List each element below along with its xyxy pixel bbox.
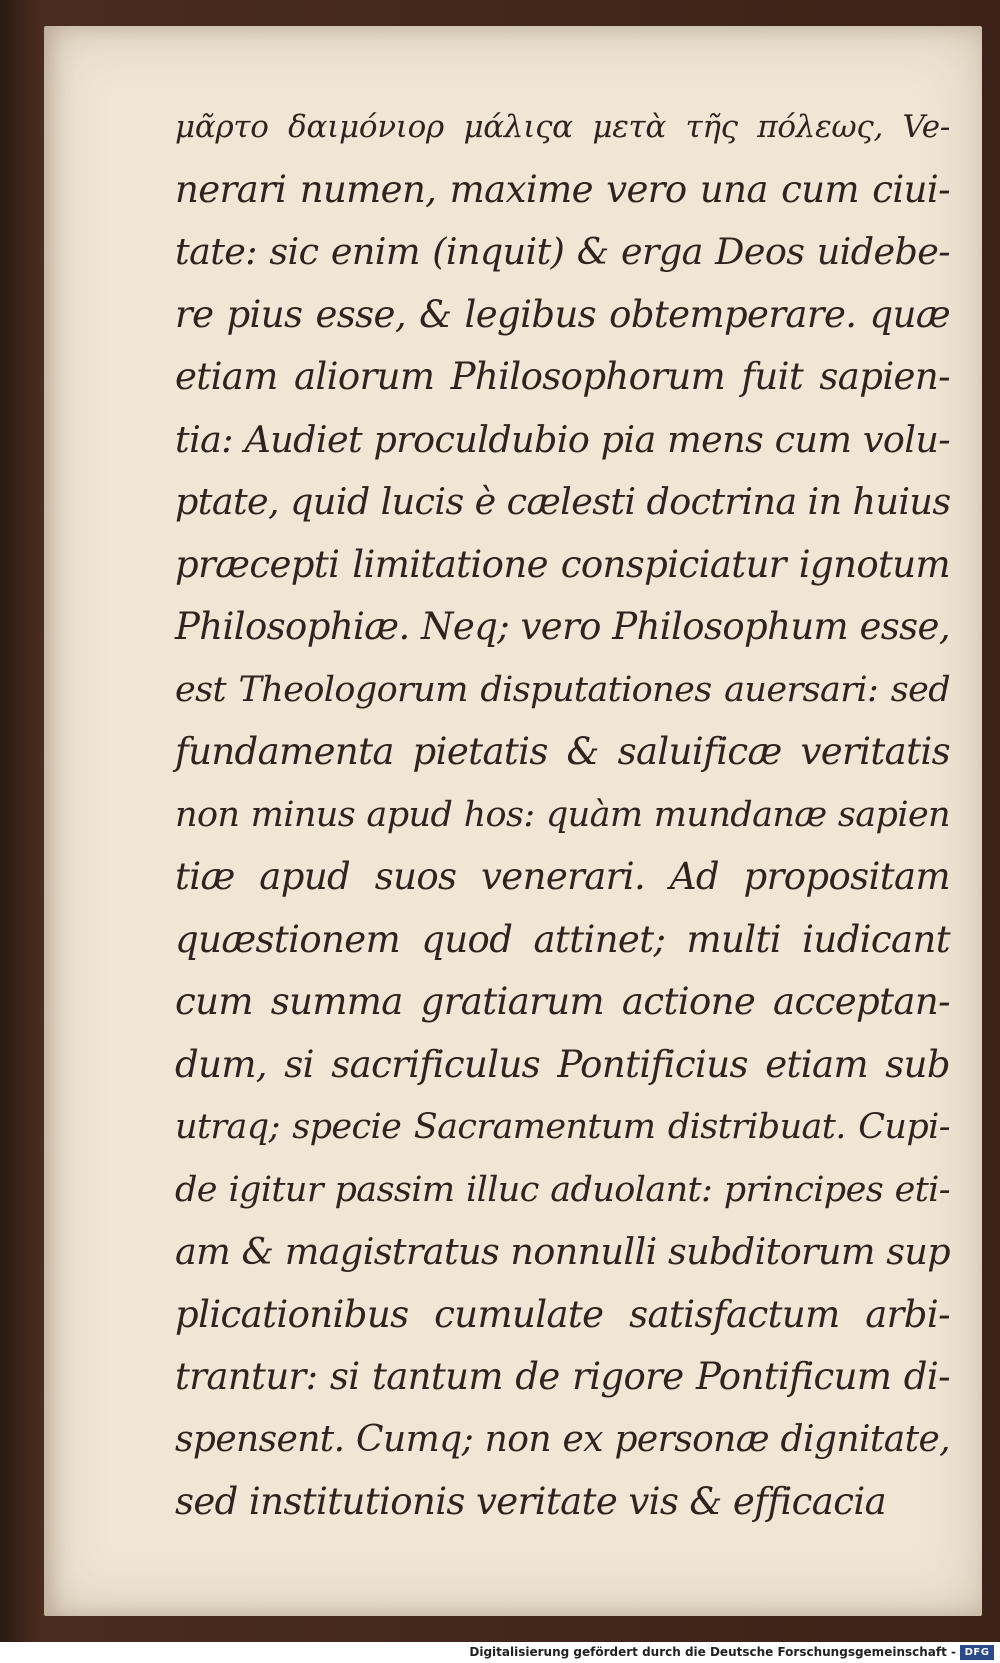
text-line: spensent. Cumq; non ex personæ dignitate, [175,1418,950,1460]
digitization-footer [0,1642,1000,1663]
text-line: μᾶρτο δαιμόνιορ μάλιςα μετὰ τῆς πόλεως, Ve- [175,109,950,145]
text-line: de igitur passim illuc aduolant: principes eti- [175,1169,950,1210]
text-line: am & magistratus nonnulli subditorum sup [175,1230,950,1273]
text-line: utraq; specie Sacramentum distribuat. Cupi- [175,1107,950,1147]
text-line: dum, si sacrificulus Pontificius etiam sub [175,1042,950,1086]
text-line: tia: Audiet proculdubio pia mens cum volu- [175,417,950,461]
text-line: tiæ apud suos venerari. Ad propositam [175,855,950,898]
text-line: trantur: si tantum de rigore Pontificum di- [175,1355,950,1398]
text-line: fundamenta pietatis & saluificæ veritatis [175,730,950,773]
text-line: etiam aliorum Philosophorum fuit sapien- [175,355,950,398]
text-line: re pius esse, & legibus obtemperare. quæ [175,292,950,336]
text-line: Philosophiæ. Neq; vero Philosophum esse, [175,605,950,648]
text-line: ptate, quid lucis è cælesti doctrina in huius [175,480,951,523]
text-line: cum summa gratiarum actione acceptan- [175,980,950,1023]
dfg-logo: DFG [960,1645,994,1660]
text-line: quæstionem quod attinet; multi iudicant [175,917,950,961]
funding-credit: Digitalisierung gefördert durch die Deutsche Forschungsgemeinschaft - [469,1645,956,1659]
text-line: præcepti limitatione conspiciatur ignotum [175,542,950,586]
text-line: nerari numen, maxime vero una cum ciui- [175,167,950,211]
text-line: plicationibus cumulate satisfactum arbi- [175,1292,950,1336]
text-line: non minus apud hos: quàm mundanæ sapien [175,794,950,835]
text-line: sed institutionis veritate vis & efficacia [175,1480,887,1523]
text-line: tate: sic enim (inquit) & erga Deos uidebe- [175,230,950,273]
text-line: est Theologorum disputationes auersari: sed [175,669,950,710]
page-text [175,96,950,1534]
